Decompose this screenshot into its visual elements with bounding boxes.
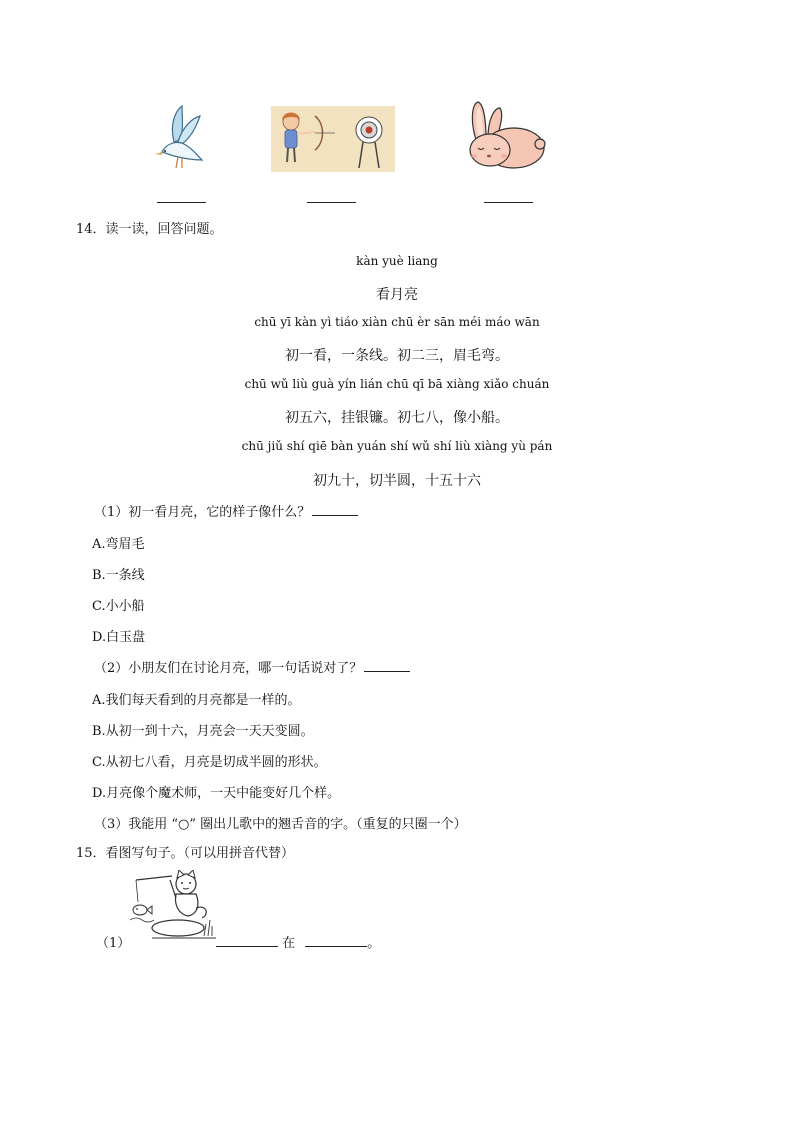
sub-question-3: （3）我能用 “○” 圈出儿歌中的翘舌音的字。（重复的只圈一个） bbox=[94, 817, 467, 832]
sub-question-1 bbox=[94, 501, 358, 520]
sentence-1-row bbox=[96, 932, 130, 951]
answer-blank-rabbit[interactable] bbox=[484, 202, 533, 203]
sentence-1-number: （1） bbox=[96, 936, 131, 951]
answer-blank-archery[interactable] bbox=[307, 202, 356, 203]
poem-title-pinyin: kàn yuè liang bbox=[356, 254, 438, 268]
option-1c[interactable]: C.小小船 bbox=[92, 599, 145, 614]
sub-question-2 bbox=[94, 657, 410, 676]
poem-line-2: 初五六，挂银镰。初七八，像小船。 bbox=[285, 410, 509, 426]
archery-girl-image bbox=[271, 106, 395, 172]
sub-question-2-text: （2）小朋友们在讨论月亮，哪一句话说对了？ bbox=[94, 661, 363, 676]
poem-line-1: 初一看，一条线。初二三，眉毛弯。 bbox=[285, 348, 509, 364]
sentence-1-connector: 在 bbox=[282, 936, 296, 951]
sub-question-1-answer-blank[interactable] bbox=[312, 503, 358, 516]
option-1d[interactable]: D.白玉盘 bbox=[92, 630, 146, 645]
poem-line-3-pinyin: chū jiǔ shí qiē bàn yuán shí wǔ shí liù xiàng yù pán bbox=[241, 439, 553, 453]
answer-blank-seagull[interactable] bbox=[157, 202, 206, 203]
cat-fishing-image bbox=[130, 870, 218, 944]
option-2c[interactable]: C.从初七八看，月亮是切成半圆的形状。 bbox=[92, 755, 327, 770]
question-14-title: 14．读一读，回答问题。 bbox=[76, 222, 223, 237]
poem-line-1-pinyin: chū yī kàn yì tiáo xiàn chū èr sān méi máo wān bbox=[254, 315, 540, 329]
option-1a[interactable]: A.弯眉毛 bbox=[92, 537, 145, 552]
poem-title: 看月亮 bbox=[376, 287, 418, 303]
poem-line-3: 初九十，切半圆，十五十六 bbox=[313, 473, 481, 489]
sentence-1-period: 。 bbox=[367, 936, 381, 951]
sentence-1-blank-subject[interactable] bbox=[216, 934, 278, 947]
option-2d[interactable]: D.月亮像个魔术师，一天中能变好几个样。 bbox=[92, 786, 341, 801]
option-1b[interactable]: B.一条线 bbox=[92, 568, 145, 583]
sentence-1-blank-action[interactable] bbox=[305, 934, 367, 947]
seagull-image bbox=[152, 104, 208, 176]
sub-question-1-text: （1）初一看月亮，它的样子像什么？ bbox=[94, 505, 311, 520]
sub-question-2-answer-blank[interactable] bbox=[364, 659, 410, 672]
option-2b[interactable]: B.从初一到十六，月亮会一天天变圆。 bbox=[92, 724, 314, 739]
rabbit-image bbox=[462, 98, 548, 174]
question-15-title: 15．看图写句子。（可以用拼音代替） bbox=[76, 846, 295, 861]
option-2a[interactable]: A.我们每天看到的月亮都是一样的。 bbox=[92, 693, 301, 708]
poem-line-2-pinyin: chū wǔ liù guà yín lián chū qī bā xiàng xiǎo chuán bbox=[244, 377, 550, 391]
sentence-1-fill-row bbox=[216, 932, 380, 951]
